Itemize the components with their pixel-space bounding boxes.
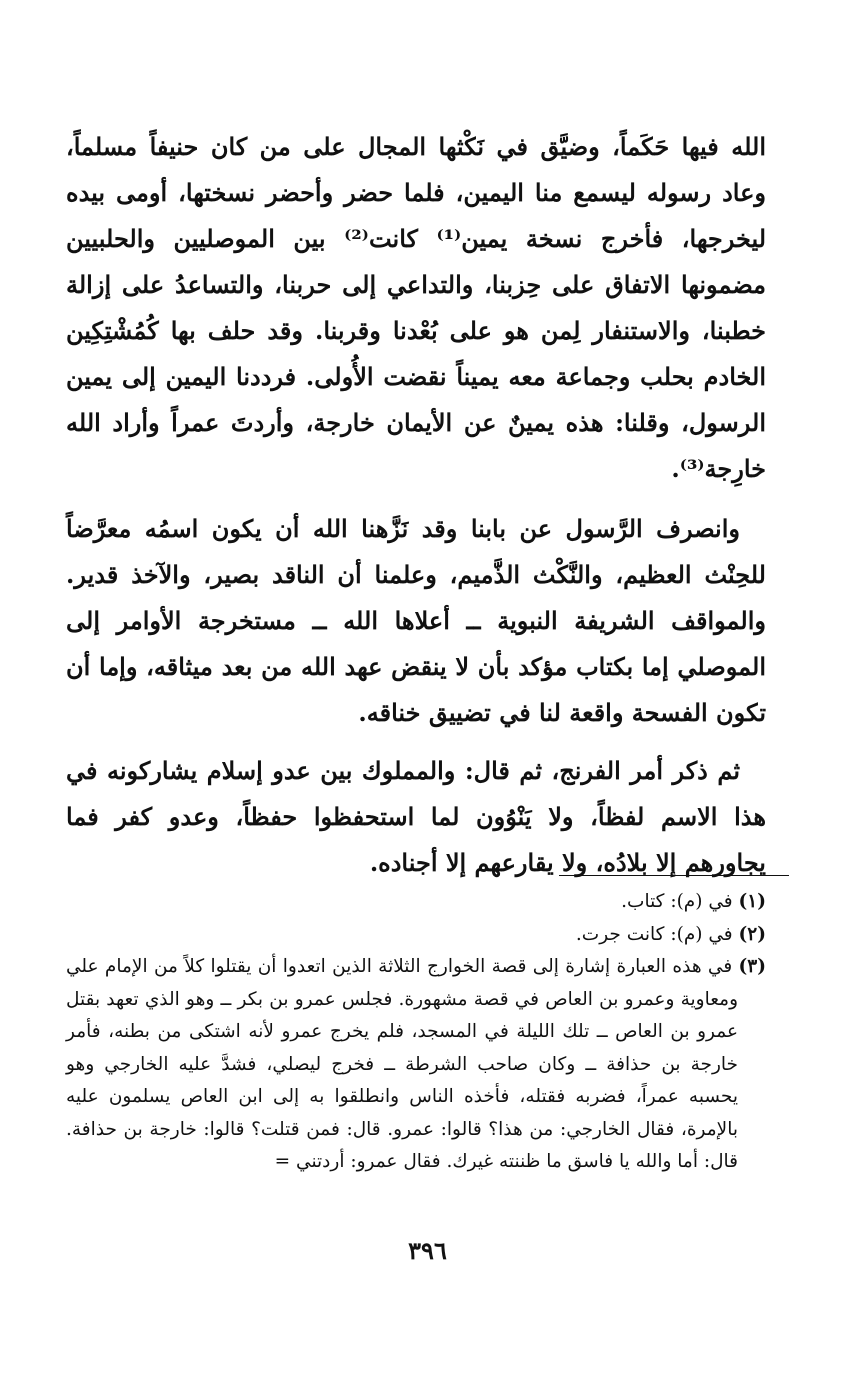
footnote-number: (٢) (738, 923, 766, 945)
page-number: ٣٩٦ (408, 1236, 447, 1265)
footnote-2 (66, 919, 766, 952)
footnote-text: في هذه العبارة إشارة إلى قصة الخوارج الثلاثة الذين اتعدوا أن يقتلوا كلاً من الإمام علي ومعاوية وعمرو بن العاص في قصة مشهورة. فجلس عمرو بن بكر ــ وهو الذي تعهد بقتل عمرو بن العاص ــ تلك الليلة في المسجد، فلم يخرج عمرو لأنه اشتكى من بطنه، فأمر خارجة بن حذافة ــ وكان صاحب الشرطة ــ فخرج ليصلي، فشدَّ عليه الخارجي وهو يحسبه عمراً، فضربه فقتله، فأخذه الناس وانطلقوا به إلى ابن العاص يسلمون عليه بالإمرة، فقال الخارجي: من هذا؟ قالوا: عمرو. قال: فمن قتلت؟ قالوا: خارجة بن حذافة. قال: أما والله يا فاسق ما ظننته غيرك. فقال عمرو: أردتني = (66, 956, 738, 1172)
footnote-text: في (م): كانت جرت. (575, 923, 733, 945)
paragraph-1: الله فيها حَكَماً، وضيَّق في نَكْثها المجال على من كان حنيفاً مسلماً، وعاد رسوله ليسمع منا اليمين، فلما حضر وأحضر نسختها، أومى بيده ليخرجها، فأخرج نسخة يمين⁽¹⁾ كانت⁽²⁾ بين الموصليين والحلبيين مضمونها الاتفاق على حِزبنا، والتداعي إلى حربنا، والتساعدُ على إزالة خطبنا، والاستنفار لِمن هو على بُعْدنا وقربنا. وقد حلف بها كُمُشْتِكِين الخادم بحلب وجماعة معه يميناً نقضت الأُولى. فرددنا اليمين إلى يمين الرسول، وقلنا: هذه يمينٌ عن الأيمان خارجة، وأردتَ عمراً وأراد الله خارِجة⁽³⁾. (66, 132, 767, 483)
footnote-number: (٣) (738, 956, 766, 977)
paragraph-2: وانصرف الرَّسول عن بابنا وقد نَزَّهنا الله أن يكون اسمُه معرَّضاً للحِنْث العظيم، والنَّكْث الذَّميم، وعلمنا أن الناقد بصير، والآخذ قدير. والمواقف الشريفة النبوية ــ أعلاها الله ــ مستخرجة الأوامر إلى الموصلي إما بكتاب مؤكد بأن لا ينقض عهد الله من بعد ميثاقه، وإما أن تكون الفسحة واقعة لنا في تضييق خناقه. (66, 514, 766, 727)
footnotes (66, 886, 766, 1179)
footnote-1 (66, 886, 766, 919)
footnote-divider (559, 875, 789, 876)
footnote-3 (66, 951, 766, 1179)
footnote-number: (١) (738, 891, 766, 912)
footnote-text: في (م): كتاب. (621, 891, 733, 912)
paragraph-3: ثم ذكر أمر الفرنج، ثم قال: والمملوك بين عدو إسلام يشاركونه في هذا الاسم لفظاً، ولا يَنْوُون لما استحفظوا حفظاً، وعدو كفر فما يجاورهم إلا بلادُه، ولا يقارعهم إلا أجناده. (66, 756, 766, 877)
main-text (66, 124, 766, 886)
